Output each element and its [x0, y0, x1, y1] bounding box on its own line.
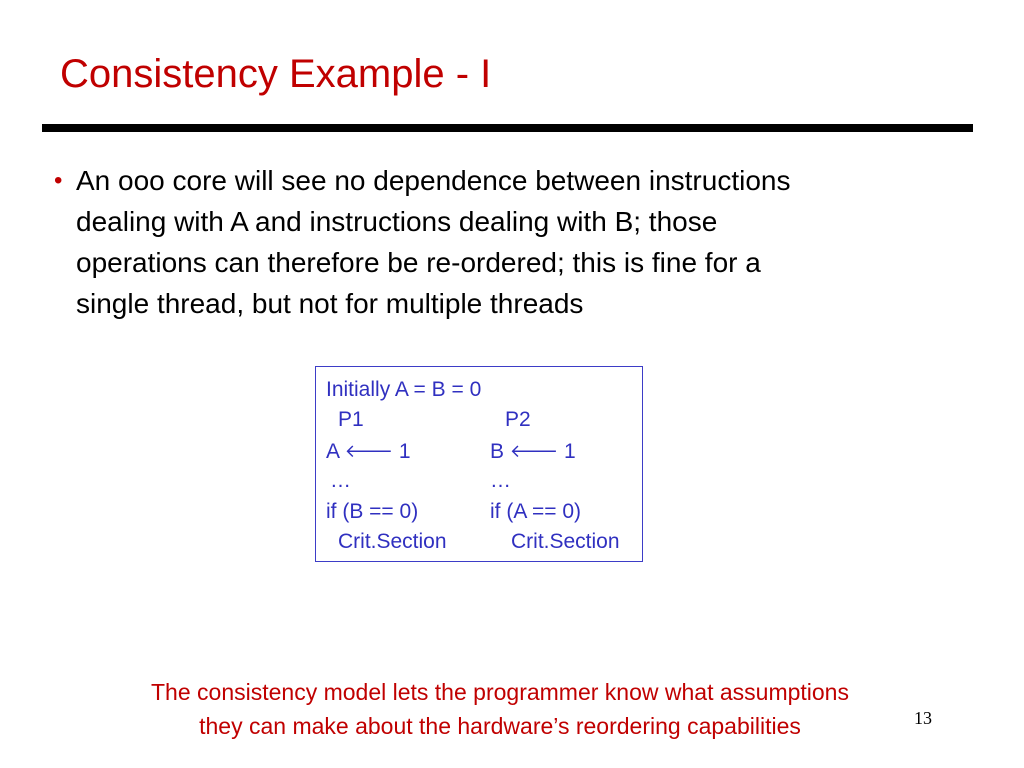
- p2-assign-var: B: [490, 440, 505, 463]
- footer-line: they can make about the hardware’s reordering capabilities: [199, 713, 801, 739]
- p2-critical-section: Crit.Section: [511, 530, 620, 553]
- code-example-box: [315, 366, 643, 562]
- slide-title: Consistency Example - I: [60, 52, 492, 96]
- title-divider: [42, 124, 973, 132]
- bullet-dot-icon: •: [54, 167, 63, 194]
- bullet-line: An ooo core will see no dependence between instructions: [76, 165, 791, 196]
- footer-line: The consistency model lets the programmer know what assumptions: [151, 679, 849, 705]
- code-init-line: Initially A = B = 0: [326, 378, 482, 401]
- left-arrow-icon: 🡐: [344, 441, 393, 461]
- p2-assign-val: 1: [563, 440, 576, 463]
- bullet-line: operations can therefore be re-ordered; this is fine for a: [76, 247, 761, 278]
- p1-assign-var: A: [326, 440, 339, 463]
- p1-assign-val: 1: [398, 440, 411, 463]
- p2-label: P2: [505, 408, 531, 431]
- page-number: 13: [914, 708, 932, 728]
- footer-note: [80, 675, 920, 743]
- left-arrow-icon: 🡐: [509, 441, 559, 461]
- p1-ellipsis: …: [330, 469, 351, 492]
- p1-assign: [326, 439, 411, 464]
- bullet-line: dealing with A and instructions dealing with B; those: [76, 206, 718, 237]
- bullet-text: [54, 160, 934, 324]
- bullet-line: single thread, but not for multiple threads: [76, 288, 584, 319]
- bullet-point: [54, 160, 934, 324]
- p1-critical-section: Crit.Section: [338, 530, 447, 553]
- p2-ellipsis: …: [490, 469, 511, 492]
- p1-label: P1: [338, 408, 364, 431]
- p2-condition: if (A == 0): [490, 500, 582, 523]
- p1-condition: if (B == 0): [326, 500, 419, 523]
- p2-assign: [490, 439, 576, 464]
